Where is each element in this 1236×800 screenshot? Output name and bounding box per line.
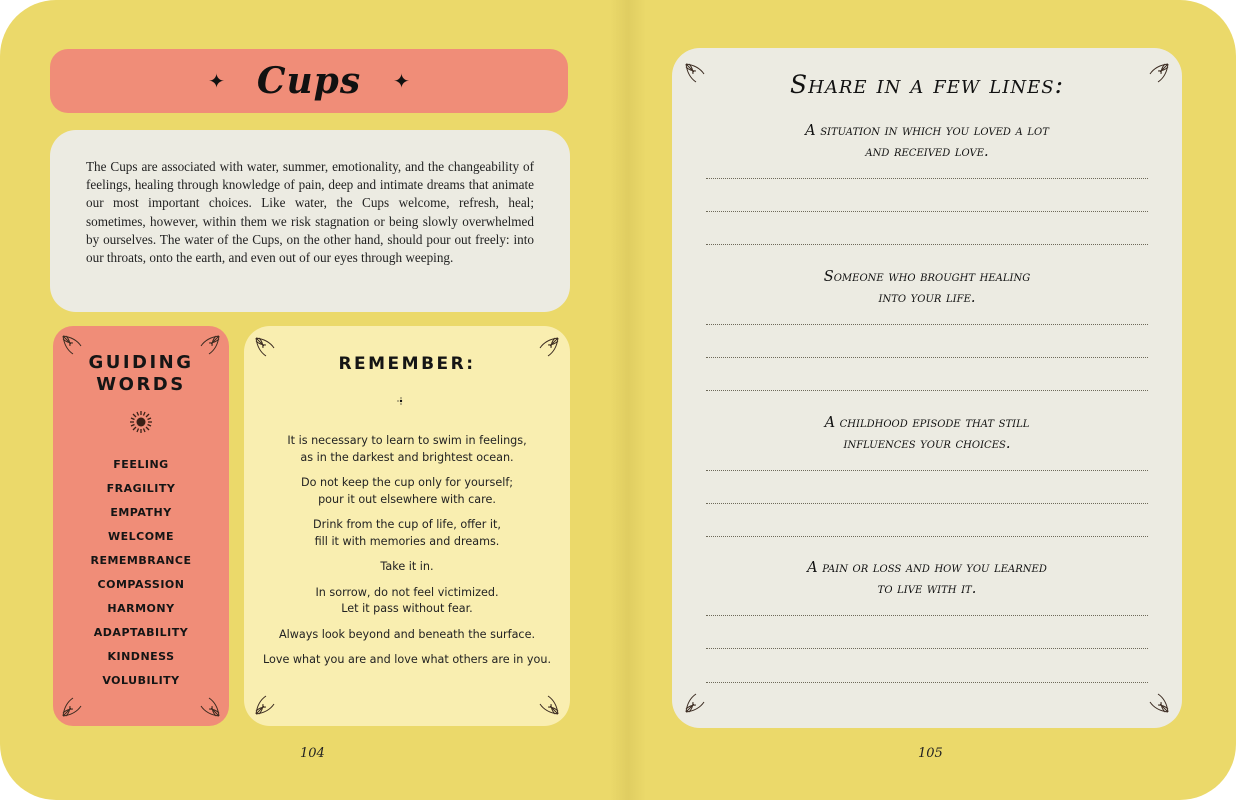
prompt-line: influences your choices. [843, 436, 1011, 452]
share-heading: Share in a few lines: [790, 70, 1064, 99]
remember-line: fill it with memories and dreams. [314, 534, 500, 548]
corner-flourish-icon [197, 694, 221, 718]
remember-item [244, 652, 570, 669]
remember-line: pour it out elsewhere with care. [318, 492, 496, 506]
guiding-word: COMPASSION [97, 578, 185, 591]
remember-heading: REMEMBER: [338, 354, 476, 374]
writing-line[interactable] [706, 211, 1148, 212]
corner-flourish-icon [254, 692, 278, 716]
corner-flourish-icon [254, 336, 278, 360]
remember-line: as in the darkest and brightest ocean. [300, 450, 514, 464]
prompt-line: into your life. [878, 290, 976, 306]
writing-line[interactable] [706, 244, 1148, 245]
writing-line[interactable] [706, 536, 1148, 537]
prompt-2 [672, 267, 1182, 309]
remember-item [244, 559, 570, 576]
share-card [672, 48, 1182, 728]
writing-line[interactable] [706, 178, 1148, 179]
guiding-word: FRAGILITY [106, 482, 176, 495]
guiding-word: FEELING [113, 458, 169, 471]
prompt-line: and received love. [865, 144, 989, 160]
writing-line[interactable] [706, 503, 1148, 504]
remember-item [244, 517, 570, 550]
prompt-4 [672, 558, 1182, 600]
guiding-words-list [53, 453, 229, 693]
sun-icon [129, 410, 153, 434]
corner-flourish-icon [1146, 690, 1170, 714]
guiding-word: EMPATHY [110, 506, 172, 519]
writing-line[interactable] [706, 682, 1148, 683]
writing-line[interactable] [706, 324, 1148, 325]
remember-line: Do not keep the cup only for yourself; [300, 476, 514, 489]
guiding-word: ADAPTABILITY [93, 626, 189, 639]
guiding-word: VOLUBILITY [102, 674, 180, 687]
page-number-left: 104 [300, 746, 325, 761]
remember-lines [244, 433, 570, 669]
writing-line[interactable] [706, 390, 1148, 391]
remember-item [244, 475, 570, 508]
intro-box [50, 130, 570, 312]
writing-line[interactable] [706, 615, 1148, 616]
corner-flourish-icon [197, 334, 221, 358]
writing-line[interactable] [706, 357, 1148, 358]
remember-line: Love what you are and love what others are in you. [262, 653, 552, 666]
guiding-word: KINDNESS [107, 650, 175, 663]
corner-flourish-icon [61, 694, 85, 718]
guiding-word: HARMONY [107, 602, 175, 615]
prompt-3 [672, 413, 1182, 455]
guiding-words-card [53, 326, 229, 726]
writing-line[interactable] [706, 648, 1148, 649]
prompt-line: to live with it. [877, 581, 977, 597]
prompt-line: Someone who brought healing [823, 269, 1031, 285]
page-number-right: 105 [918, 746, 943, 761]
prompt-1 [672, 121, 1182, 163]
guiding-word: REMEMBRANCE [90, 554, 192, 567]
remember-item [244, 627, 570, 644]
title-banner [50, 49, 568, 113]
page-title: Cups [256, 60, 362, 102]
corner-flourish-icon [536, 336, 560, 360]
guiding-words-heading-line1: GUIDING [88, 352, 194, 373]
guiding-word: WELCOME [107, 530, 175, 543]
remember-line: Take it in. [380, 560, 434, 573]
remember-line: Let it pass without fear. [341, 602, 473, 615]
prompt-line: A childhood episode that still [824, 415, 1030, 431]
corner-flourish-icon [536, 692, 560, 716]
remember-card [244, 326, 570, 726]
remember-line: Always look beyond and beneath the surface. [278, 627, 536, 641]
prompt-line: A pain or loss and how you learned [807, 560, 1047, 576]
moon-star-icon [396, 392, 418, 410]
remember-item [244, 585, 570, 618]
remember-item [244, 433, 570, 466]
corner-flourish-icon [684, 690, 708, 714]
book-gutter [610, 0, 646, 800]
remember-line: It is necessary to learn to swim in feelings, [287, 434, 527, 447]
remember-line: Drink from the cup of life, offer it, [313, 518, 501, 531]
prompt-line: A situation in which you loved a lot [805, 123, 1049, 139]
sparkle-icon: ✦ [393, 69, 410, 93]
remember-line: In sorrow, do not feel victimized. [315, 585, 499, 599]
intro-text: The Cups are associated with water, summer, emotionality, and the changeability of feelings, healing through knowledge of pain, deep and intimate dreams that animate our most important choices. Like water, the Cups welcome, refresh, heal; sometimes, however, within them we risk stagnation or being slowly overwhelmed by ourselves. The water of the Cups, on the other hand, should pour out freely: into our throats, onto the earth, and even out of our eyes through weeping. [86, 159, 534, 266]
guiding-words-heading [53, 352, 229, 396]
writing-line[interactable] [706, 470, 1148, 471]
guiding-words-heading-line2: WORDS [96, 374, 186, 395]
corner-flourish-icon [61, 334, 85, 358]
sparkle-icon: ✦ [208, 69, 225, 93]
